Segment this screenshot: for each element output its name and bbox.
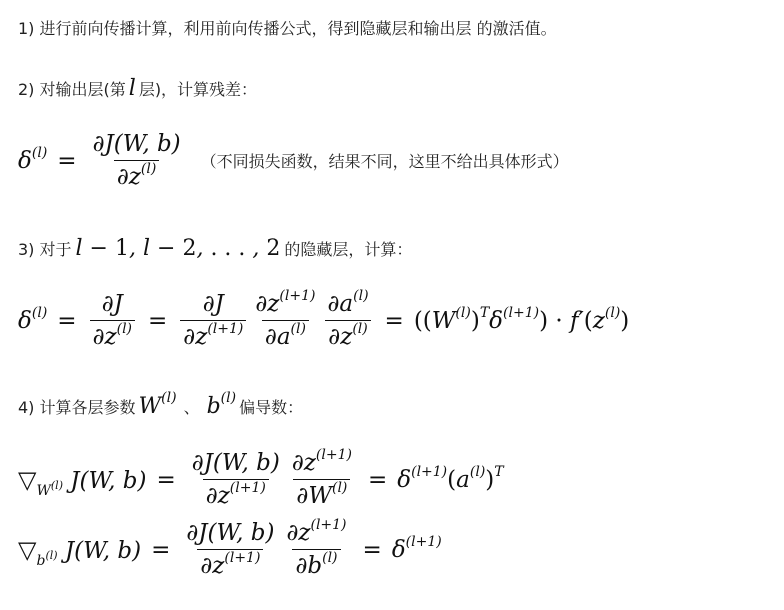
backprop-result: $((W^{(l)})^T\delta^{(l+1)}) \cdot f'(z^{(l)})$: [413, 304, 630, 334]
delta-l: $\delta^{(l)}$: [18, 144, 48, 174]
dJ-dz-fraction: $\frac{\partial J(W, b)}{\partial z^{(l)}}$: [92, 131, 181, 190]
layer-symbol: l: [128, 76, 136, 101]
grad-b-result: $\delta^{(l+1)}$: [391, 533, 442, 563]
dzl1-db-frac: $\frac{\partial z^{(l+1)}}{\partial b^{(l)}}$: [286, 517, 347, 579]
step-3-suffix: 的隐藏层，计算：: [284, 240, 413, 259]
grad-W: $▽_{W^{(l)}}$ J(W, b): [18, 465, 147, 499]
step-4: [18, 390, 304, 419]
step-1-text: 1) 进行前向传播计算，利用前向传播公式，得到隐藏层和输出层 的激活值。: [18, 19, 557, 38]
layer-range: l − 1, l − 2, . . . , 2: [75, 236, 281, 261]
step-4-suffix: 偏导数：: [239, 398, 304, 417]
residual-hidden-equation: $\delta^{(l)}$ = $\frac{\partial J}{\partial z^{(l)}}$ = $\frac{\partial J}{\partial z^{(l+1)}}$ $\frac{\partial z^{(l+1)}}{\partial a^{(l)}}$ $\frac{\partial a^{(l)}}{\partial z^{(l)}}$ = $((W^{(l)})^T\delta^{(l+1)}) \cdot f'(z^{(l)})$: [18, 288, 630, 350]
step-4-sep: 、: [183, 398, 200, 417]
step-1: [18, 19, 557, 39]
bias-gradient-equation: $▽_{b^{(l)}}$ J(W, b) = $\frac{\partial J(W, b)}{\partial z^{(l+1)}}$ $\frac{\partial z^{(l+1)}}{\partial b^{(l)}}$ = $\delta^{(l+1)}$: [18, 517, 442, 579]
dJ-dzl-fraction: $\frac{\partial J}{\partial z^{(l)}}$: [90, 291, 135, 350]
weight-gradient-equation: $▽_{W^{(l)}}$ J(W, b) = $\frac{\partial J(W, b)}{\partial z^{(l+1)}}$ $\frac{\partial z^{(l+1)}}{\partial W^{(l)}}$ = $\delta^{(l+1)}(a^{(l)})^T$: [18, 447, 504, 509]
step-3-prefix: 3) 对于: [18, 240, 72, 259]
step-2-suffix: 层)，计算残差：: [138, 80, 258, 99]
step-2: [18, 76, 258, 101]
step-4-prefix: 4) 计算各层参数: [18, 398, 136, 417]
bias-symbol: $b^{(l)}$: [206, 390, 237, 419]
weight-symbol: $W^{(l)}$: [138, 390, 177, 419]
dzl1-dal-fraction: $\frac{\partial z^{(l+1)}}{\partial a^{(l)}}$: [255, 288, 316, 350]
residual-output-equation: $\delta^{(l)}$ = $\frac{\partial J(W, b)}{\partial z^{(l)}}$ （不同损失函数，结果不同，这里不给出具体形式）: [18, 131, 569, 190]
dzl1-dW-frac: $\frac{\partial z^{(l+1)}}{\partial W^{(l)}}$: [291, 447, 352, 509]
dJ-dzl1-frac-b: $\frac{\partial J(W, b)}{\partial z^{(l+1)}}$: [186, 520, 275, 579]
step-3: [18, 236, 413, 261]
grad-b: $▽_{b^{(l)}}$ J(W, b): [18, 535, 142, 569]
delta-l-hidden: $\delta^{(l)}$: [18, 304, 48, 334]
dJ-dzl1-frac-w: $\frac{\partial J(W, b)}{\partial z^{(l+1)}}$: [191, 450, 280, 509]
step-2-prefix: 2) 对输出层(第: [18, 80, 126, 99]
dal-dzl-fraction: $\frac{\partial a^{(l)}}{\partial z^{(l)}}$: [324, 291, 371, 350]
dJ-dzl1-fraction: $\frac{\partial J}{\partial z^{(l+1)}}$: [180, 291, 246, 350]
grad-W-result: $\delta^{(l+1)}(a^{(l)})^T$: [397, 463, 504, 493]
loss-note: （不同损失函数，结果不同，这里不给出具体形式）: [200, 152, 569, 171]
